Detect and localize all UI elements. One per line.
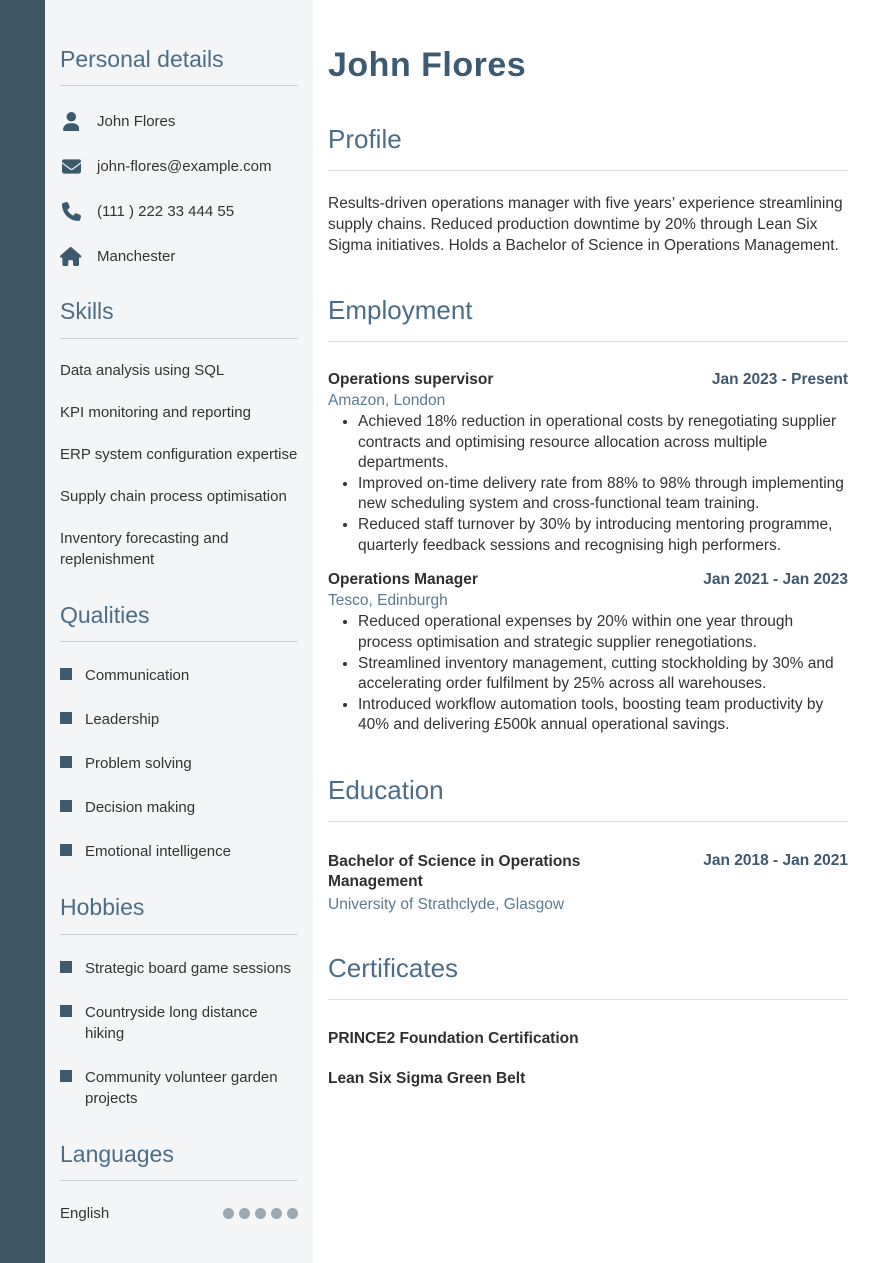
hobby-item (60, 1002, 298, 1044)
job-bullet: • Streamlined inventory management, cutting stockholding by 30% and accelerating order fulfilment by 25% across all warehouses. (358, 654, 848, 695)
divider (60, 85, 298, 86)
hobby-label: Community volunteer garden projects (85, 1068, 278, 1107)
square-bullet-icon (60, 668, 72, 680)
quality-label: Emotional intelligence (85, 843, 231, 861)
education-dates: Jan 2018 - Jan 2021 (703, 851, 848, 869)
education-entry (328, 852, 848, 914)
home-icon (60, 246, 82, 266)
contact-name-row (60, 111, 298, 131)
envelope-icon (60, 156, 82, 176)
quality-item (60, 665, 298, 686)
divider (328, 170, 848, 171)
accent-stripe (0, 0, 45, 1263)
rating-dot-icon (223, 1208, 234, 1219)
education-school: University of Strathclyde, Glasgow (328, 895, 565, 913)
hobby-item (60, 958, 298, 979)
square-bullet-icon (60, 844, 72, 856)
job-company: Amazon, London (328, 392, 446, 410)
education-title: Education (328, 774, 444, 805)
phone-icon (60, 201, 82, 221)
certificate-item: Lean Six Sigma Green Belt (328, 1069, 526, 1087)
job-dates: Jan 2023 - Present (711, 371, 848, 389)
divider (328, 821, 848, 822)
language-rating (223, 1208, 298, 1219)
square-bullet-icon (60, 712, 72, 724)
user-icon (60, 111, 82, 131)
divider (60, 934, 298, 935)
contact-city: Manchester (97, 247, 176, 265)
divider (328, 999, 848, 1000)
rating-dot-icon (287, 1208, 298, 1219)
education-header (328, 852, 848, 893)
personal-details-title: Personal details (60, 46, 224, 72)
job-header (328, 571, 848, 589)
hobby-item (60, 1067, 298, 1109)
contact-email: john-flores@example.com (97, 157, 272, 175)
job-dates: Jan 2021 - Jan 2023 (703, 571, 848, 589)
sidebar (45, 0, 313, 1263)
divider (60, 641, 298, 642)
divider (328, 341, 848, 342)
contact-city-row (60, 246, 298, 266)
certificate-item: PRINCE2 Foundation Certification (328, 1029, 579, 1047)
profile-title: Profile (328, 124, 402, 154)
language-row (60, 1205, 298, 1222)
qualities-title: Qualities (60, 601, 150, 628)
square-bullet-icon (60, 1005, 72, 1017)
square-bullet-icon (60, 961, 72, 973)
job-role: Operations supervisor (328, 371, 494, 389)
resume-main (313, 0, 893, 1263)
quality-item (60, 709, 298, 730)
contact-email-row (60, 156, 298, 176)
quality-label: Decision making (85, 799, 196, 817)
quality-label: Communication (85, 667, 190, 685)
quality-item (60, 841, 298, 862)
quality-label: Problem solving (85, 755, 192, 773)
languages-title: Languages (60, 1140, 174, 1167)
contact-phone-row (60, 201, 298, 221)
job-bullet: • Introduced workflow automation tools, boosting team productivity by 40% and delivering £500k annual operational savings. (358, 695, 848, 736)
hobby-label: Countryside long distance hiking (85, 1003, 258, 1042)
skill-item: Supply chain process optimisation (60, 487, 287, 505)
skill-item: Data analysis using SQL (60, 361, 225, 379)
skill-item: KPI monitoring and reporting (60, 403, 251, 421)
job-bullet: • Achieved 18% reduction in operational costs by renegotiating supplier contracts and optimising resource allocation across multiple departments. (358, 412, 848, 474)
job-bullet-list (328, 412, 848, 556)
quality-item (60, 797, 298, 818)
job-bullet-list (328, 612, 848, 736)
divider (60, 1180, 298, 1181)
hobby-label: Strategic board game sessions (85, 959, 291, 977)
skills-title: Skills (60, 298, 114, 325)
language-name: English (60, 1205, 110, 1223)
rating-dot-icon (271, 1208, 282, 1219)
job-role: Operations Manager (328, 571, 478, 589)
contact-name: John Flores (97, 112, 176, 130)
job-header (328, 371, 848, 389)
job-company: Tesco, Edinburgh (328, 592, 448, 610)
education-degree: Bachelor of Science in Operations Management (328, 852, 581, 891)
square-bullet-icon (60, 756, 72, 768)
contact-phone: (111 ) 222 33 444 55 (97, 202, 235, 220)
quality-item (60, 753, 298, 774)
divider (60, 338, 298, 339)
skill-item: ERP system configuration expertise (60, 445, 298, 463)
skill-item: Inventory forecasting and replenishment (60, 529, 229, 568)
certificates-title: Certificates (328, 952, 459, 983)
rating-dot-icon (239, 1208, 250, 1219)
quality-label: Leadership (85, 711, 160, 729)
rating-dot-icon (255, 1208, 266, 1219)
employment-title: Employment (328, 295, 473, 326)
job-bullet: • Reduced staff turnover by 30% by introducing mentoring programme, quarterly feedback sessions and recognising high performers. (358, 515, 848, 556)
employment-entry (328, 371, 848, 556)
square-bullet-icon (60, 800, 72, 812)
profile-text: Results-driven operations manager with five years’ experience streamlining supply chains. Reduced production downtime by 20% through Lean Six Sigma initiatives. Holds a Bachelor of Science in Operations Management. (328, 194, 843, 255)
square-bullet-icon (60, 1070, 72, 1082)
job-bullet: • Reduced operational expenses by 20% within one year through process optimisation and strategic supplier renegotiations. (358, 612, 848, 653)
employment-entry (328, 571, 848, 736)
hobbies-title: Hobbies (60, 894, 145, 921)
resume-name: John Flores (328, 46, 527, 84)
job-bullet: • Improved on-time delivery rate from 88% to 98% through implementing new scheduling system and cross-functional team training. (358, 474, 848, 515)
